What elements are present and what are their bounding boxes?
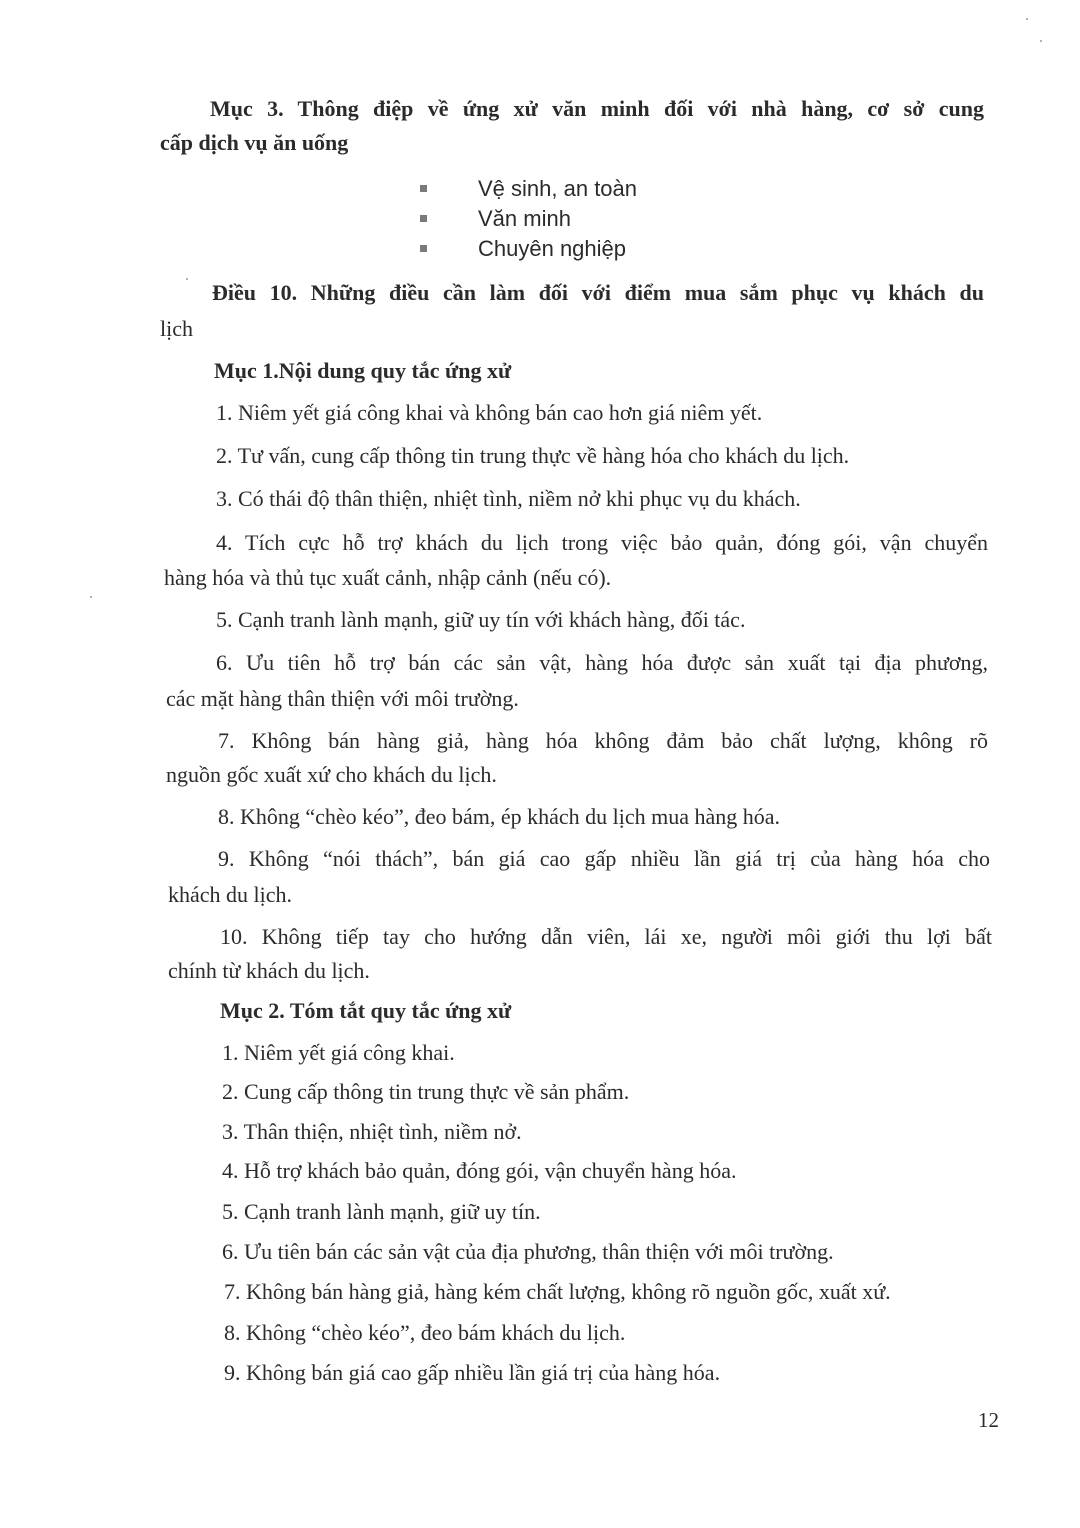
section-heading-muc2: Mục 2. Tóm tắt quy tắc ứng xử [220, 998, 512, 1023]
rule-item: 5. Cạnh tranh lành mạnh, giữ uy tín với khách hàng, đối tác. [216, 607, 746, 632]
square-bullet-icon [420, 245, 427, 252]
bullet-text: Văn minh [478, 206, 571, 231]
rule-item: 1. Niêm yết giá công khai và không bán cao hơn giá niêm yết. [216, 400, 763, 425]
square-bullet-icon [420, 185, 427, 192]
bullet-text: Vệ sinh, an toàn [478, 176, 638, 201]
rule-item-cont: nguồn gốc xuất xứ cho khách du lịch. [166, 762, 497, 787]
scan-speck [90, 596, 92, 598]
summary-item: 5. Cạnh tranh lành mạnh, giữ uy tín. [222, 1199, 541, 1224]
rule-item: 6. Ưu tiên hỗ trợ bán các sản vật, hàng hóa được sản xuất tại địa phương, [216, 650, 988, 675]
rule-item: 9. Không “nói thách”, bán giá cao gấp nhiều lần giá trị của hàng hóa cho [218, 846, 990, 871]
section-heading-muc3: Mục 3. Thông điệp về ứng xử văn minh đối với nhà hàng, cơ sở cung [210, 96, 984, 121]
scan-speck [186, 278, 188, 280]
summary-item: 6. Ưu tiên bán các sản vật của địa phương, thân thiện với môi trường. [222, 1239, 834, 1264]
section-heading-muc1: Mục 1.Nội dung quy tắc ứng xử [214, 358, 512, 383]
rule-item-cont: chính từ khách du lịch. [168, 958, 370, 983]
summary-item: 7. Không bán hàng giả, hàng kém chất lượng, không rõ nguồn gốc, xuất xứ. [224, 1279, 891, 1304]
rule-item-cont: khách du lịch. [168, 882, 293, 907]
summary-item: 8. Không “chèo kéo”, đeo bám khách du lịch. [224, 1320, 626, 1345]
page-number: 12 [978, 1408, 999, 1432]
article-heading-dieu10-cont: lịch [160, 316, 193, 341]
rule-item: 10. Không tiếp tay cho hướng dẫn viên, lái xe, người môi giới thu lợi bất [220, 924, 992, 949]
article-heading-dieu10: Điều 10. Những điều cần làm đối với điểm mua sắm phục vụ khách du [212, 280, 984, 305]
scan-speck [1040, 40, 1042, 42]
summary-item: 2. Cung cấp thông tin trung thực về sản phẩm. [222, 1079, 630, 1104]
summary-item: 3. Thân thiện, nhiệt tình, niềm nở. [222, 1119, 522, 1144]
section-heading-muc3-cont: cấp dịch vụ ăn uống [160, 130, 349, 155]
summary-item: 4. Hỗ trợ khách bảo quản, đóng gói, vận chuyển hàng hóa. [222, 1158, 737, 1183]
rule-item: 7. Không bán hàng giả, hàng hóa không đảm bảo chất lượng, không rõ [218, 728, 988, 753]
bullet-text: Chuyên nghiệp [478, 236, 627, 261]
rule-item-cont: các mặt hàng thân thiện với môi trường. [166, 686, 519, 711]
rule-item-cont: hàng hóa và thủ tục xuất cảnh, nhập cảnh (nếu có). [164, 565, 612, 590]
rule-item: 8. Không “chèo kéo”, đeo bám, ép khách du lịch mua hàng hóa. [218, 804, 781, 829]
scan-speck [1026, 18, 1028, 20]
summary-item: 9. Không bán giá cao gấp nhiều lần giá trị của hàng hóa. [224, 1360, 721, 1385]
summary-item: 1. Niêm yết giá công khai. [222, 1040, 455, 1065]
square-bullet-icon [420, 215, 427, 222]
rule-item: 4. Tích cực hỗ trợ khách du lịch trong việc bảo quản, đóng gói, vận chuyển [216, 530, 988, 555]
rule-item: 3. Có thái độ thân thiện, nhiệt tình, niềm nở khi phục vụ du khách. [216, 486, 801, 511]
rule-item: 2. Tư vấn, cung cấp thông tin trung thực về hàng hóa cho khách du lịch. [216, 443, 850, 468]
